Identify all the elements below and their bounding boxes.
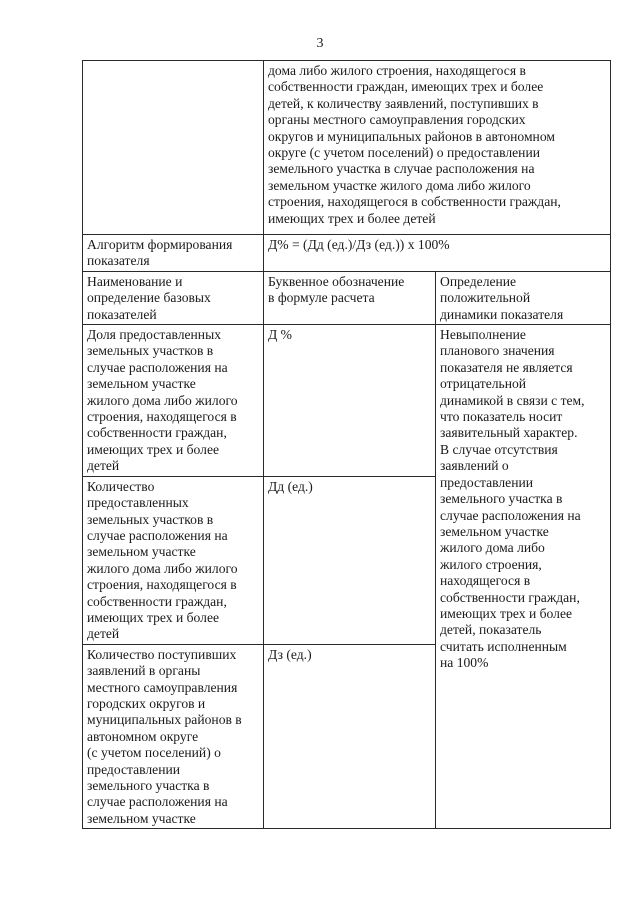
header-row — [83, 271, 611, 324]
algorithm-row — [83, 235, 611, 272]
row-2-name: Количество предоставленных земельных участков в случае расположения на земельном участке жилого дома либо жилого строения, находящегося в собственности граждан, имеющих трех и более детей — [83, 476, 264, 644]
row-3-name: Количество поступивших заявлений в органы местного самоуправления городских округов и муниципальных районов в автономном округе (с учетом поселений) о предоставлении земельного участка в случае расположения на земельном участке — [83, 644, 264, 828]
continuation-empty-cell — [83, 61, 264, 235]
algorithm-label: Алгоритм формирования показателя — [83, 235, 264, 272]
header-name: Наименование и определение базовых показателей — [83, 271, 264, 324]
row-1-name: Доля предоставленных земельных участков в случае расположения на земельном участке жилого дома либо жилого строения, находящегося в собственности граждан, имеющих трех и более детей — [83, 325, 264, 477]
dynamics-definition: Невыполнение планового значения показателя не является отрицательной динамикой в связи с тем, что показатель носит заявительный характер. В случае отсутствия заявлений о предоставлении земельного участка в случае расположения на земельном участке жилого дома либо жилого строения, находящегося в собственности граждан, имеющих трех и более детей, показатель считать исполненным на 100% — [436, 325, 611, 829]
row-2-letter: Дд (ед.) — [264, 476, 436, 644]
header-letter: Буквенное обозначение в формуле расчета — [264, 271, 436, 324]
continuation-text: дома либо жилого строения, находящегося в собственности граждан, имеющих трех и более детей, к количеству заявлений, поступивших в органы местного самоуправления городских округов и муниципальных районов в автономном округе (с учетом поселений) о предоставлении земельного участка в случае расположения на земельном участке жилого дома либо жилого строения, находящегося в собственности граждан, имеющих трех и более детей — [264, 61, 611, 235]
page-number: 3 — [316, 36, 324, 51]
row-1-letter: Д % — [264, 325, 436, 477]
header-dynamics: Определение положительной динамики показателя — [436, 271, 611, 324]
row-3-letter: Дз (ед.) — [264, 644, 436, 828]
continuation-row — [83, 61, 611, 235]
indicator-table — [82, 60, 611, 829]
table-row — [83, 325, 611, 477]
algorithm-formula: Д% = (Дд (ед.)/Дз (ед.)) х 100% — [264, 235, 611, 272]
